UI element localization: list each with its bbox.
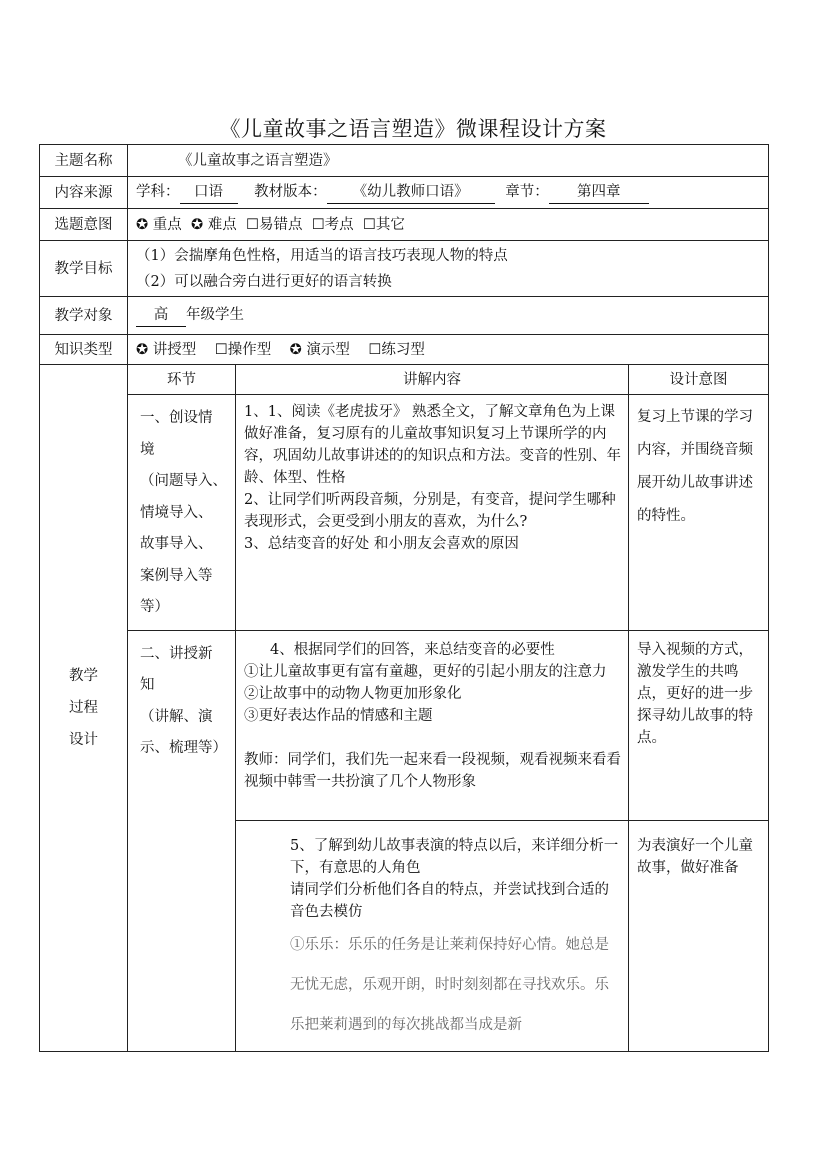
knowledge-option-practice: ☐练习型 [368, 341, 425, 358]
knowledge-options [128, 335, 769, 365]
intent-option-exam: ☐考点 [311, 216, 354, 233]
content-1-paragraph: 2、让同学们听两段音频，分别是，有变音，提问学生哪种表现形式，会更受到小朋友的喜欢，为什么? [244, 492, 616, 530]
goals-label: 教学目标 [40, 241, 128, 297]
phase-2-line: 知 [140, 677, 155, 693]
intent-option-other: ☐其它 [362, 216, 405, 233]
topic-label: 主题名称 [40, 145, 128, 177]
intent-option-key: ✪ 重点 [136, 216, 182, 233]
row-audience [40, 297, 769, 335]
phase-2 [128, 630, 236, 1051]
audience-label: 教学对象 [40, 297, 128, 335]
process-header-row [40, 365, 769, 395]
header-phase: 环节 [128, 365, 236, 395]
intent-option-error-prone: ☐易错点 [245, 216, 303, 233]
goals-cell [128, 241, 769, 297]
intent-options [128, 209, 769, 241]
knowledge-option-operation: ☐操作型 [214, 341, 272, 358]
content-1-paragraph: 3、总结变音的好处 和小朋友会喜欢的原因 [244, 536, 519, 552]
content-2-paragraph: ②让故事中的动物人物更加形象化 [244, 685, 462, 702]
textbook-label: 教材版本： [254, 184, 327, 200]
knowledge-option-lecture: ✪ 讲授型 [136, 341, 197, 358]
phase-1-line: 境 [140, 441, 155, 458]
audience-grade: 高 [136, 304, 186, 327]
intent-1: 复习上节课的学习内容，并围绕音频展开幼儿故事讲述的特性。 [629, 395, 769, 631]
header-content: 讲解内容 [236, 365, 629, 395]
content-2b [236, 820, 629, 1051]
document-title: 《儿童故事之语言塑造》微课程设计方案 [219, 117, 607, 141]
phase-1-line: 一、创设情 [140, 410, 213, 426]
chapter-label: 章节： [505, 184, 549, 200]
content-1-paragraph: 1、1、阅读《老虎拔牙》 熟悉全文，了解文章角色为上课做好准备，复习原有的儿童故事知识复习上节课所学的内容，巩固幼儿故事讲述的的知识点和方法。变音的性别、年龄、体型、性格 [244, 404, 621, 486]
side-label-line-3: 设计 [69, 731, 98, 748]
textbook-value: 《幼儿教师口语》 [327, 181, 495, 204]
content-1 [236, 395, 629, 631]
source-label: 内容来源 [40, 177, 128, 209]
row-knowledge [40, 335, 769, 365]
phase-1-line: 案例导入等 [140, 567, 213, 584]
intent-label: 选题意图 [40, 209, 128, 241]
content-2-paragraph: 4、根据同学们的回答，来总结变音的必要性 [270, 641, 555, 658]
audience-cell [128, 297, 769, 335]
content-2-teacher: 教师：同学们，我们先一起来看一段视频，观看视频来看看视频中韩雪一共扮演了几个人物形象 [244, 751, 621, 790]
knowledge-label: 知识类型 [40, 335, 128, 365]
row-goals [40, 241, 769, 297]
row-topic [40, 145, 769, 177]
subject-label: 学科： [136, 184, 180, 200]
row-intent [40, 209, 769, 241]
intent-2a: 导入视频的方式，激发学生的共鸣点，更好的进一步探寻幼儿故事的特点。 [629, 630, 769, 820]
phase-1 [128, 395, 236, 631]
header-intent: 设计意图 [629, 365, 769, 395]
content-2-paragraph: ③更好表达作品的情感和主题 [244, 707, 433, 724]
phase-2-line: 示、梳理等） [140, 740, 227, 756]
content-2-character: ①乐乐：乐乐的任务是让莱莉保持好心情。她总是无忧无虑，乐观开朗，时时刻刻都在寻找欢乐。乐乐把莱莉遇到的每次挑战都当成是新 [290, 936, 609, 1033]
phase-1-line: 故事导入、 [140, 536, 213, 552]
content-2a [236, 630, 629, 820]
phase-1-line: 等） [140, 599, 169, 615]
knowledge-option-demo: ✪ 演示型 [289, 341, 350, 358]
side-label-line-2: 过程 [69, 699, 98, 716]
phase-2-line: （讲解、演 [140, 708, 213, 725]
design-table [39, 144, 769, 1052]
intent-2b: 为表演好一个儿童故事，做好准备 [629, 820, 769, 1051]
content-2-paragraph: ①让儿童故事更有富有童趣，更好的引起小朋友的注意力 [244, 663, 607, 680]
audience-suffix: 年级学生 [186, 307, 244, 323]
row-source [40, 177, 769, 209]
subject-value: 口语 [180, 181, 238, 204]
process-side-label [40, 365, 128, 1052]
phase-2-line: 二、讲授新 [140, 645, 213, 662]
chapter-value: 第四章 [549, 181, 649, 204]
process-row-1 [40, 395, 769, 631]
goal-item-1: （1）会揣摩角色性格，用适当的语言技巧表现人物的特点 [136, 247, 508, 264]
content-2-step: 请同学们分析他们各自的特点，并尝试找到合适的音色去模仿 [290, 881, 609, 920]
intent-option-difficult: ✪ 难点 [190, 216, 237, 233]
process-row-2a [40, 630, 769, 820]
goal-item-2: （2）可以融合旁白进行更好的语言转换 [136, 273, 392, 290]
phase-1-line: （问题导入、 [140, 473, 227, 489]
content-2-step: 5、了解到幼儿故事表演的特点以后，来详细分析一下，有意思的人角色 [290, 837, 619, 876]
source-cell [128, 177, 769, 209]
topic-value: 《儿童故事之语言塑造》 [128, 145, 769, 177]
phase-1-line: 情境导入、 [140, 504, 213, 521]
side-label-line-1: 教学 [69, 667, 98, 684]
